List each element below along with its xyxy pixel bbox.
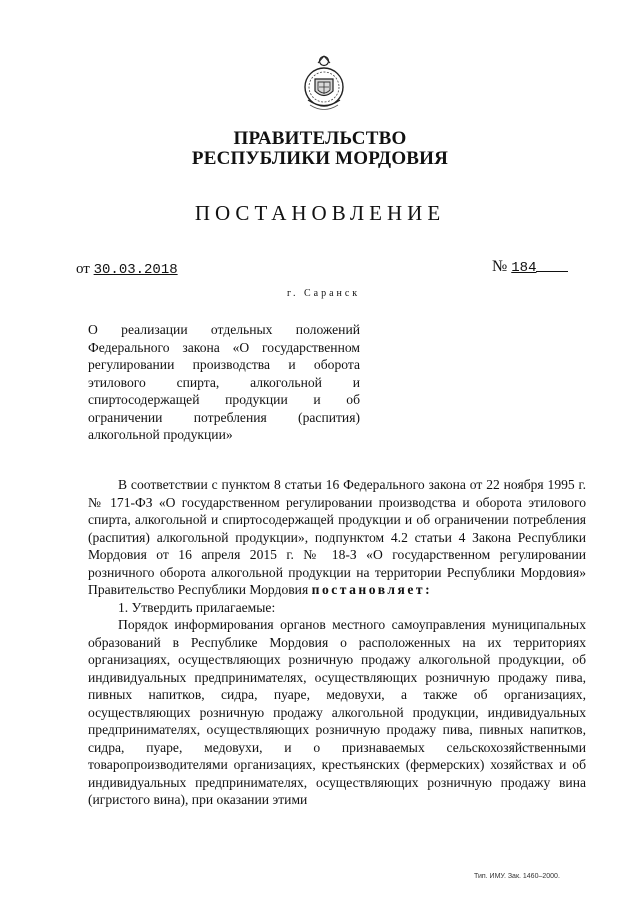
number-prefix: № bbox=[492, 258, 508, 275]
decree-number bbox=[492, 258, 568, 276]
item-1-heading: 1. Утвердить прилагаемые: bbox=[118, 599, 276, 615]
government-title-line1: ПРАВИТЕЛЬСТВО bbox=[233, 128, 407, 149]
preamble-text: В соответствии с пунктом 8 статьи 16 Федерального закона от 22 ноября 1995 г. № 171-ФЗ «О государственном регулировании производства и оборота этилового спирта, алкогольной и спиртосодержащей продукции и об ограничении потребления (распития) алкогольной продукции», подпунктом 4.2 статьи 4 Закона Республики Мордовия от 16 апреля 2015 г. № 18-З «О государственном регулировании розничного оборота алкогольной продукции на территории Республики Мордовия» Правительство Республики Мордовия bbox=[88, 477, 586, 597]
coat-of-arms-icon bbox=[300, 53, 348, 115]
number-underline bbox=[536, 270, 568, 272]
government-title-line2: РЕСПУБЛИКИ МОРДОВИЯ bbox=[191, 148, 449, 169]
decree-body bbox=[88, 476, 586, 809]
city-line: г. Саранск bbox=[287, 288, 361, 299]
decree-subject: О реализации отдельных положений Федерального закона «О государственном регулировании производства и оборота этилового спирта, алкогольной и спиртосодержащей продукции и об ограничении потребления (распития) алкогольной продукции» bbox=[88, 322, 360, 442]
preamble-paragraph bbox=[88, 476, 586, 599]
print-mark: Тип. ИМУ. Зак. 1460–2000. bbox=[474, 873, 560, 880]
date-value: 30.03.2018 bbox=[93, 262, 178, 278]
decree-date bbox=[76, 261, 178, 278]
item-1-text: Порядок информирования органов местного самоуправления муниципальных образований в Республике Мордовия о расположенных на их территориях организациях, осуществляющих розничную продажу алкогольной продукции, об индивидуальных предпринимателях, осуществляющих розничную продажу пива, пивных напитков, сидра, пуаре, медовухи, а также об организациях, осуществляющих розничную продажу алкогольной продукции, индивидуальных предпринимателях, осуществляющих розничную продажу пива, пивных напитков, сидра, пуаре, медовухи, и о признаваемых сельскохозяйственными товаропроизводителями организациях, крестьянских (фермерских) хозяйствах и об индивидуальных предпринимателях, осуществляющих розничную продажу вина (игристого вина), при оказании этими bbox=[88, 617, 586, 807]
resolves-word: постановляет: bbox=[311, 582, 433, 597]
date-prefix: от bbox=[76, 261, 90, 277]
number-value: 184 bbox=[511, 260, 537, 276]
document-type-title: ПОСТАНОВЛЕНИЕ bbox=[194, 201, 446, 225]
